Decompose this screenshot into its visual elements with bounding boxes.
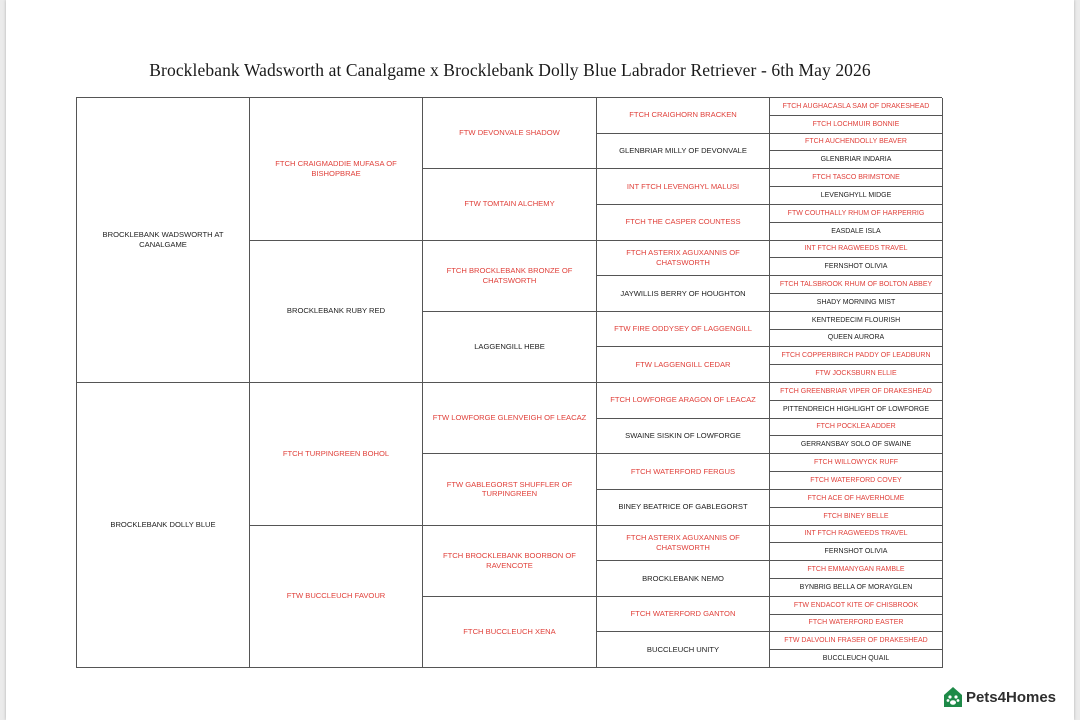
pedigree-gen5-cell: FTCH COPPERBIRCH PADDY OF LEADBURN xyxy=(770,347,943,365)
paw-house-icon xyxy=(943,686,963,708)
pedigree-gen5-cell: FTW JOCKSBURN ELLIE xyxy=(770,365,943,383)
pedigree-gen5-cell: FERNSHOT OLIVIA xyxy=(770,543,943,561)
pedigree-gen4-cell: FTCH CRAIGHORN BRACKEN xyxy=(597,98,770,134)
pedigree-gen2-cell: FTCH TURPINGREEN BOHOL xyxy=(250,383,423,526)
pets4homes-logo xyxy=(943,686,1056,708)
pedigree-gen5-cell: KENTREDECIM FLOURISH xyxy=(770,312,943,330)
pedigree-gen4-cell: FTCH THE CASPER COUNTESS xyxy=(597,205,770,241)
pedigree-gen5-cell: PITTENDREICH HIGHLIGHT OF LOWFORGE xyxy=(770,401,943,419)
pedigree-gen3-cell: FTW DEVONVALE SHADOW xyxy=(423,98,597,169)
pedigree-gen4-cell: FTCH ASTERIX AGUXANNIS OF CHATSWORTH xyxy=(597,526,770,562)
pedigree-gen5-cell: GLENBRIAR INDARIA xyxy=(770,151,943,169)
pedigree-gen5-cell: FTCH EMMANYGAN RAMBLE xyxy=(770,561,943,579)
pedigree-gen5-cell: BUCCLEUCH QUAIL xyxy=(770,650,943,668)
pedigree-gen4-cell: INT FTCH LEVENGHYL MALUSI xyxy=(597,169,770,205)
pedigree-gen3-cell: FTCH BROCKLEBANK BRONZE OF CHATSWORTH xyxy=(423,241,597,312)
pedigree-gen5-cell: FTW DALVOLIN FRASER OF DRAKESHEAD xyxy=(770,632,943,650)
pedigree-gen3-cell: FTW TOMTAIN ALCHEMY xyxy=(423,169,597,240)
pedigree-gen5-cell: FTCH GREENBRIAR VIPER OF DRAKESHEAD xyxy=(770,383,943,401)
pedigree-gen4-cell: BINEY BEATRICE OF GABLEGORST xyxy=(597,490,770,526)
pedigree-gen4-cell: JAYWILLIS BERRY OF HOUGHTON xyxy=(597,276,770,312)
pedigree-gen5-cell: FTCH WATERFORD EASTER xyxy=(770,615,943,633)
pedigree-gen5-cell: FTCH WATERFORD COVEY xyxy=(770,472,943,490)
pedigree-gen5-cell: INT FTCH RAGWEEDS TRAVEL xyxy=(770,526,943,544)
pedigree-gen5-cell: FTCH LOCHMUIR BONNIE xyxy=(770,116,943,134)
logo-text: Pets4Homes xyxy=(965,688,1056,706)
pedigree-gen4-cell: BUCCLEUCH UNITY xyxy=(597,632,770,668)
pedigree-gen2-cell: FTW BUCCLEUCH FAVOUR xyxy=(250,526,423,669)
pedigree-gen2-cell: FTCH CRAIGMADDIE MUFASA OF BISHOPBRAE xyxy=(250,98,423,241)
pedigree-gen4-cell: FTCH LOWFORGE ARAGON OF LEACAZ xyxy=(597,383,770,419)
pedigree-gen4-cell: FTCH WATERFORD GANTON xyxy=(597,597,770,633)
pedigree-gen5-cell: GERRANSBAY SOLO OF SWAINE xyxy=(770,436,943,454)
pedigree-gen4-cell: BROCKLEBANK NEMO xyxy=(597,561,770,597)
pedigree-gen5-cell: QUEEN AURORA xyxy=(770,330,943,348)
pedigree-gen5-cell: FTCH POCKLEA ADDER xyxy=(770,419,943,437)
pedigree-gen4-cell: FTW LAGGENGILL CEDAR xyxy=(597,347,770,383)
pedigree-gen5-cell: EASDALE ISLA xyxy=(770,223,943,241)
pedigree-gen5-cell: FTCH TASCO BRIMSTONE xyxy=(770,169,943,187)
pedigree-gen1-cell: BROCKLEBANK DOLLY BLUE xyxy=(77,383,250,668)
pedigree-gen3-cell: FTCH BROCKLEBANK BOORBON OF RAVENCOTE xyxy=(423,526,597,597)
pedigree-gen5-cell: FTW ENDACOT KITE OF CHISBROOK xyxy=(770,597,943,615)
pedigree-gen3-cell: FTW GABLEGORST SHUFFLER OF TURPINGREEN xyxy=(423,454,597,525)
pedigree-gen3-cell: FTW LOWFORGE GLENVEIGH OF LEACAZ xyxy=(423,383,597,454)
pedigree-gen4-cell: SWAINE SISKIN OF LOWFORGE xyxy=(597,419,770,455)
pedigree-gen5-cell: LEVENGHYLL MIDGE xyxy=(770,187,943,205)
pedigree-gen5-cell: FTCH ACE OF HAVERHOLME xyxy=(770,490,943,508)
pedigree-gen2-cell: BROCKLEBANK RUBY RED xyxy=(250,241,423,384)
pedigree-gen3-cell: LAGGENGILL HEBE xyxy=(423,312,597,383)
pedigree-document xyxy=(6,0,1074,720)
pedigree-gen5-cell: FTCH AUGHACASLA SAM OF DRAKESHEAD xyxy=(770,98,943,116)
pedigree-gen5-cell: FTW COUTHALLY RHUM OF HARPERRIG xyxy=(770,205,943,223)
pedigree-gen4-cell: FTCH ASTERIX AGUXANNIS OF CHATSWORTH xyxy=(597,241,770,277)
pedigree-gen5-cell: BYNBRIG BELLA OF MORAYGLEN xyxy=(770,579,943,597)
pedigree-gen5-cell: SHADY MORNING MIST xyxy=(770,294,943,312)
pedigree-gen5-cell: FTCH AUCHENDOLLY BEAVER xyxy=(770,134,943,152)
pedigree-gen1-cell: BROCKLEBANK WADSWORTH AT CANALGAME xyxy=(77,98,250,383)
pedigree-gen4-cell: FTCH WATERFORD FERGUS xyxy=(597,454,770,490)
pedigree-gen3-cell: FTCH BUCCLEUCH XENA xyxy=(423,597,597,668)
pedigree-gen5-cell: FTCH WILLOWYCK RUFF xyxy=(770,454,943,472)
pedigree-gen5-cell: FERNSHOT OLIVIA xyxy=(770,258,943,276)
page-title: Brocklebank Wadsworth at Canalgame x Brocklebank Dolly Blue Labrador Retriever - 6th May 2026 xyxy=(149,60,871,80)
pedigree-gen5-cell: FTCH BINEY BELLE xyxy=(770,508,943,526)
pedigree-table xyxy=(76,97,942,668)
pedigree-gen4-cell: FTW FIRE ODDYSEY OF LAGGENGILL xyxy=(597,312,770,348)
pedigree-gen5-cell: FTCH TALSBROOK RHUM OF BOLTON ABBEY xyxy=(770,276,943,294)
pedigree-gen4-cell: GLENBRIAR MILLY OF DEVONVALE xyxy=(597,134,770,170)
pedigree-gen5-cell: INT FTCH RAGWEEDS TRAVEL xyxy=(770,241,943,259)
